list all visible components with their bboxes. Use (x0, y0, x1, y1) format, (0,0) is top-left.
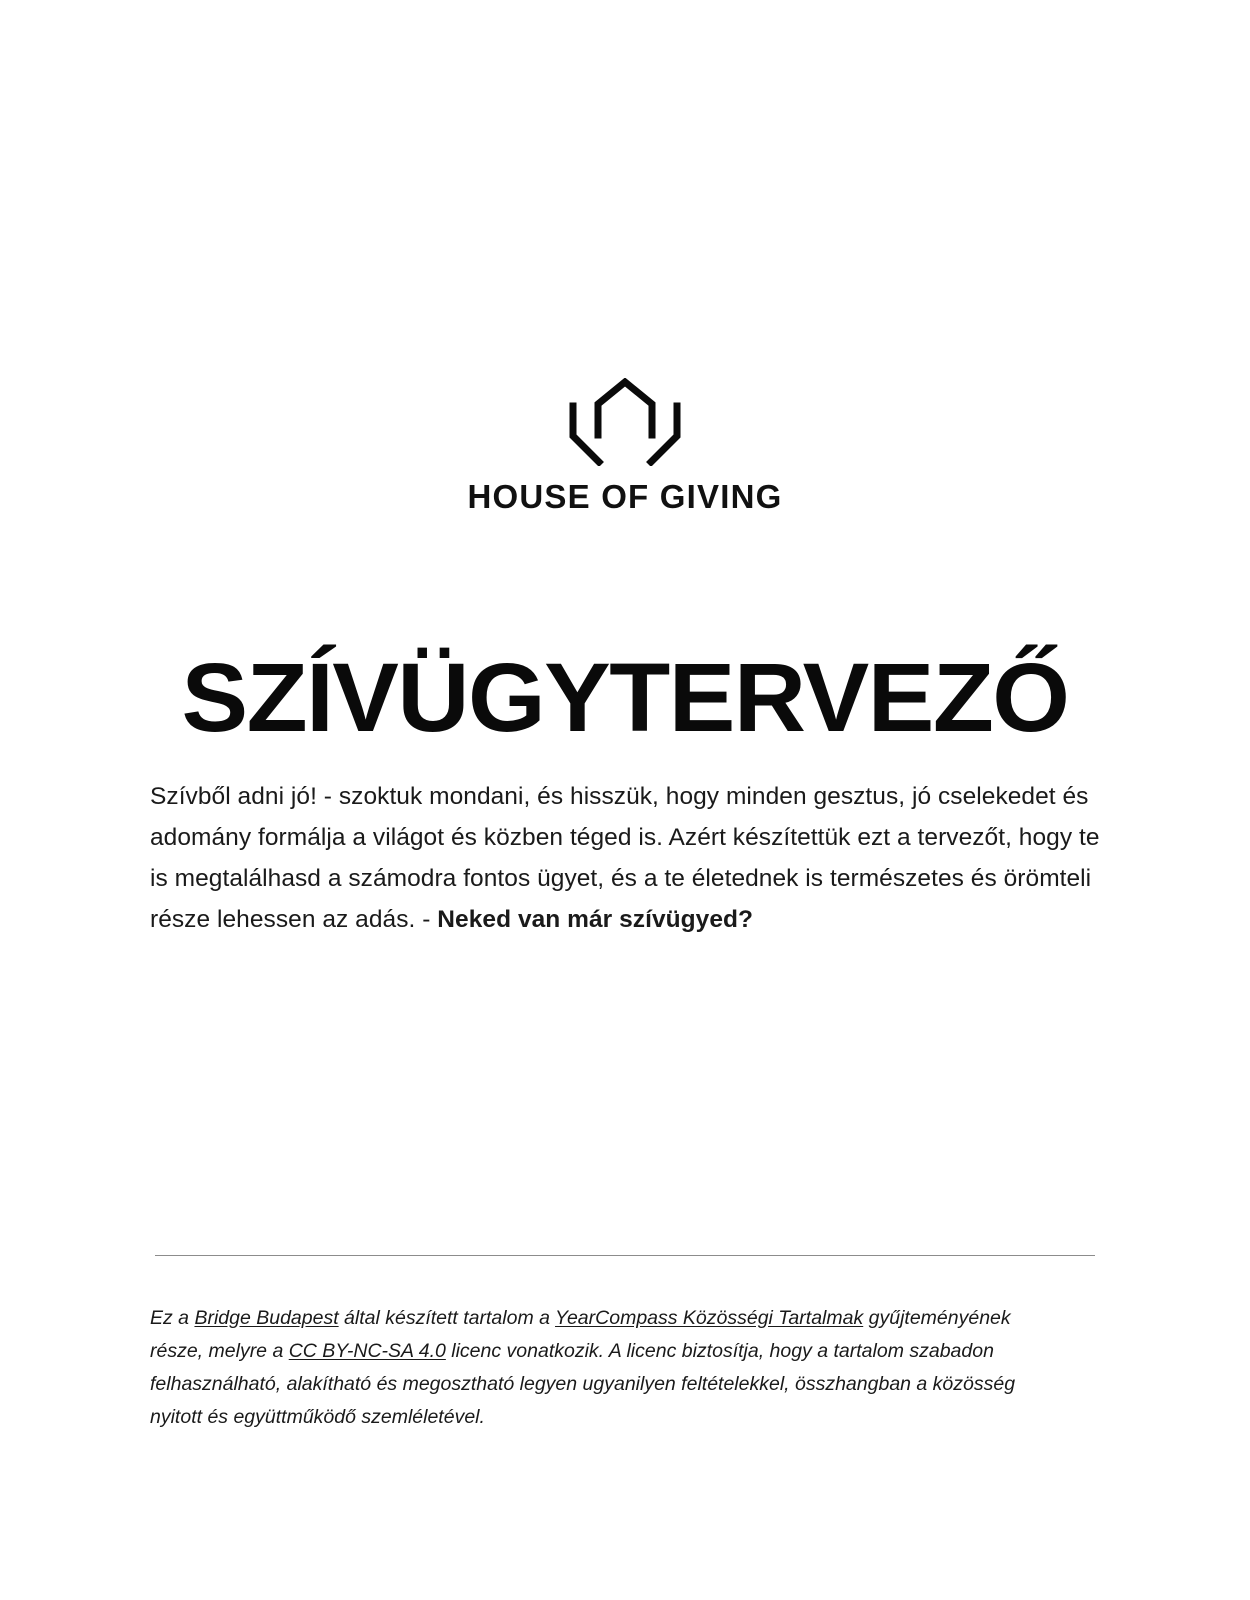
brand-logo (0, 378, 1250, 516)
house-of-giving-lotus-icon (555, 378, 695, 466)
license-footer (150, 1302, 1040, 1434)
cc-license-link[interactable]: CC BY-NC-SA 4.0 (288, 1339, 446, 1362)
yearcompass-community-content-link[interactable]: YearCompass Közösségi Tartalmak (555, 1306, 864, 1329)
intro-body: Szívből adni jó! - szoktuk mondani, és hisszük, hogy minden gesztus, jó cselekedet és adomány formálja a világot és közben téged is. Azért készítettük ezt a tervezőt, hogy te is megtalálhasd a számodra fontos ügyet, és a te életednek is természetes és örömteli része lehessen az adás. - (150, 782, 1100, 933)
footer-text-part1: Ez a (150, 1306, 195, 1329)
intro-paragraph (150, 776, 1105, 940)
bridge-budapest-link[interactable]: Bridge Budapest (194, 1306, 339, 1329)
intro-closing-question: Neked van már szívügyed? (437, 905, 754, 933)
footer-divider (155, 1255, 1095, 1256)
footer-text-part3: gyűjteményének része, melyre a (150, 1306, 1011, 1362)
footer-text-part2: által készített tartalom a (338, 1306, 556, 1329)
logo-wordmark: HOUSE OF GIVING (467, 478, 783, 515)
footer-text-part4: licenc vonatkozik. A licenc biztosítja, hogy a tartalom szabadon felhasználható, alakítható és megosztható legyen ugyanilyen feltételekkel, összhangban a közösség nyitott és együttműködő szemléletével. (150, 1339, 1016, 1428)
page-title: SZÍVÜGYTERVEZŐ (181, 642, 1069, 752)
